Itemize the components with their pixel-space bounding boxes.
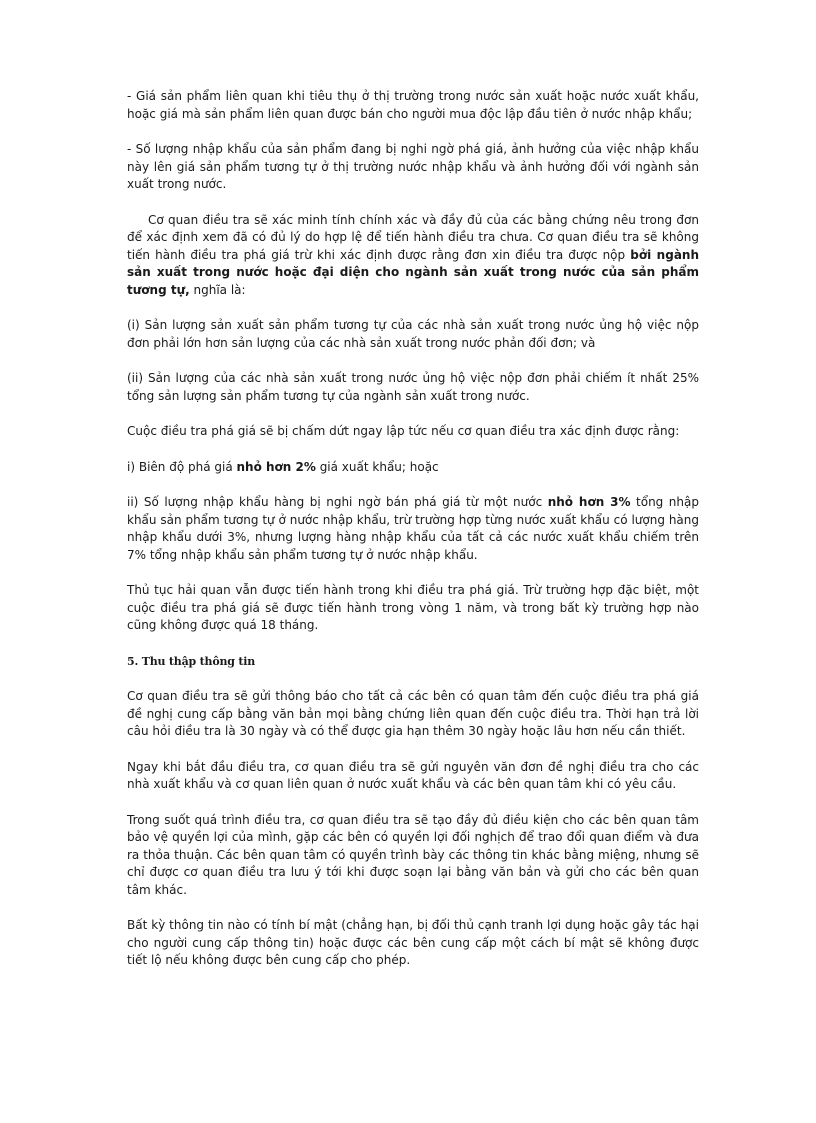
paragraph-condition-i: (i) Sản lượng sản xuất sản phẩm tương tự của các nhà sản xuất trong nước ủng hộ việc nộp đơn phải lớn hơn sản lượng của các nhà sản xuất trong nước phản đối đơn; và xyxy=(127,318,699,350)
paragraph-confidential: Bất kỳ thông tin nào có tính bí mật (chẳng hạn, bị đối thủ cạnh tranh lợi dụng hoặc gây tác hại cho người cung cấp thông tin) hoặc được các bên cung cấp một cách bí mật sẽ không được tiết lộ nếu không được bên cung cấp cho phép. xyxy=(127,918,699,967)
text-run: ii) Số lượng nhập khẩu hàng bị nghi ngờ bán phá giá từ một nước xyxy=(127,495,548,509)
text-run: i) Biên độ phá giá xyxy=(127,459,237,474)
paragraph-condition-ii: (ii) Sản lượng của các nhà sản xuất trong nước ủng hộ việc nộp đơn phải chiếm ít nhất 25% tổng sản lượng sản phẩm tương tự của ngành sản xuất trong nước. xyxy=(127,371,699,403)
bold-text-run: bởi ngành sản xuất trong nước hoặc đại diện cho ngành sản xuất trong nước của sản phẩm tương tự, xyxy=(127,247,700,297)
paragraph-volume-item: - Số lượng nhập khẩu của sản phẩm đang bị nghi ngờ phá giá, ảnh hưởng của việc nhập khẩu này lên giá sản phẩm tương tự ở thị trường nước nhập khẩu và ảnh hưởng đối với ngành sản xuất trong nước. xyxy=(127,142,699,191)
bold-text-run: nhỏ hơn 3% xyxy=(547,495,631,509)
paragraph-termination: Cuộc điều tra phá giá sẽ bị chấm dứt ngay lập tức nếu cơ quan điều tra xác định được rằng: xyxy=(127,424,680,438)
paragraph-verification xyxy=(127,212,699,300)
section-heading: 5. Thu thập thông tin xyxy=(127,654,256,668)
paragraph-customs: Thủ tục hải quan vẫn được tiến hành trong khi điều tra phá giá. Trừ trường hợp đặc biệt, một cuộc điều tra phá giá sẽ được tiến hành trong vòng 1 năm, và trong bất kỳ trường hợp nào cũng không được quá 18 tháng. xyxy=(127,583,699,632)
text-run: nghĩa là: xyxy=(189,282,246,297)
paragraph-volume-ii xyxy=(127,494,699,564)
text-run: tổng nhập khẩu sản phẩm tương tự ở nước nhập khẩu, trừ trường hợp từng nước xuất khẩu có lượng hàng nhập khẩu dưới 3%, nhưng lượng hàng nhập khẩu của tất cả các nước xuất khẩu chiếm trên 7% tổng nhập khẩu sản phẩm tương tự ở nước nhập khẩu. xyxy=(127,495,699,562)
paragraph-send-application: Ngay khi bắt đầu điều tra, cơ quan điều tra sẽ gửi nguyên văn đơn đề nghị điều tra cho các nhà xuất khẩu và cơ quan liên quan ở nước xuất khẩu và các bên quan tâm khi có yêu cầu. xyxy=(127,759,699,791)
paragraph-process: Trong suốt quá trình điều tra, cơ quan điều tra sẽ tạo đầy đủ điều kiện cho các bên quan tâm bảo vệ quyền lợi của mình, gặp các bên có quyền lợi đối nghịch để trao đổi quan điểm và đưa ra thỏa thuận. Các bên quan tâm có quyền trình bày các thông tin khác bằng miệng, nhưng sẽ chỉ được cơ quan điều tra lưu ý tới khi được soạn lại bằng văn bản và gửi cho các bên quan tâm khác. xyxy=(127,812,699,897)
bold-text-run: nhỏ hơn 2% xyxy=(236,459,316,474)
paragraph-margin-i xyxy=(127,459,699,477)
text-run: giá xuất khẩu; hoặc xyxy=(315,459,439,474)
document-page xyxy=(127,88,699,988)
paragraph-notification: Cơ quan điều tra sẽ gửi thông báo cho tất cả các bên có quan tâm đến cuộc điều tra phá giá đề nghị cung cấp bằng văn bản mọi bằng chứng liên quan đến cuộc điều tra. Thời hạn trả lời câu hỏi điều tra là 30 ngày và có thể được gia hạn thêm 30 ngày hoặc lâu hơn nếu cần thiết. xyxy=(127,689,699,738)
paragraph-price-item: - Giá sản phẩm liên quan khi tiêu thụ ở thị trường trong nước sản xuất hoặc nước xuất khẩu, hoặc giá mà sản phẩm liên quan được bán cho người mua độc lập đầu tiên ở nước nhập khẩu; xyxy=(127,89,699,121)
text-run: Cơ quan điều tra sẽ xác minh tính chính xác và đầy đủ của các bằng chứng nêu trong đơn để xác định xem đã có đủ lý do hợp lệ để tiến hành điều tra chưa. Cơ quan điều tra sẽ không tiến hành điều tra phá giá trừ khi xác định được rằng đơn xin điều tra được nộp xyxy=(127,212,699,262)
